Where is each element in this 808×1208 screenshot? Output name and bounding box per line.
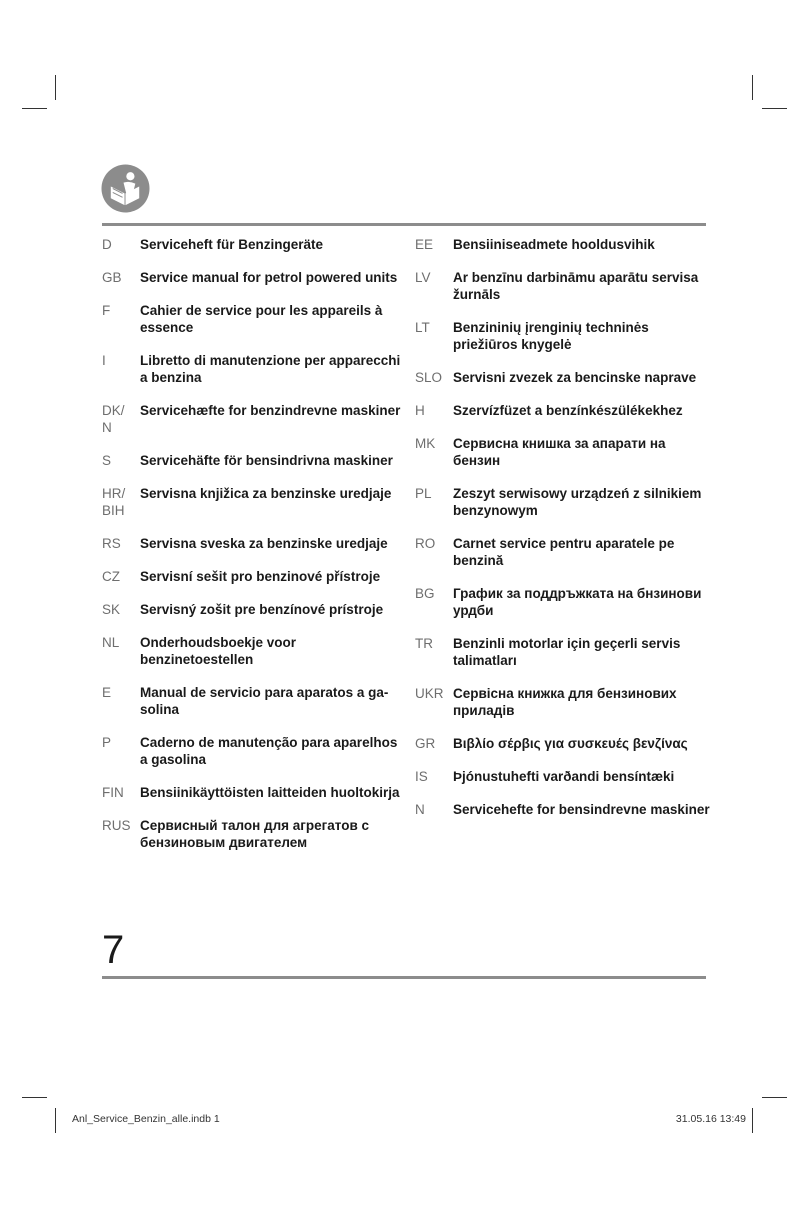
- language-code: I: [102, 353, 106, 368]
- language-entry: [415, 535, 715, 569]
- crop-mark: [22, 1097, 47, 1098]
- crop-mark: [762, 1097, 787, 1098]
- crop-mark: [55, 1108, 56, 1133]
- language-code: P: [102, 735, 112, 750]
- language-entry: [415, 236, 715, 253]
- language-code: H: [415, 403, 425, 418]
- language-code: DK/ N: [102, 403, 125, 435]
- manual-title: Benzinli motorlar için geçerli servis talimatları: [453, 636, 681, 668]
- right-language-list: [415, 236, 715, 834]
- language-code: E: [102, 685, 112, 700]
- language-code: EE: [415, 237, 434, 252]
- language-entry: [102, 634, 402, 668]
- manual-title: Сервисна книшка за апарати на бензин: [453, 436, 666, 468]
- language-code: SLO: [415, 370, 443, 385]
- left-language-list: [102, 236, 402, 867]
- language-code: NL: [102, 635, 120, 650]
- crop-mark: [752, 75, 753, 100]
- manual-title: Libretto di manutenzione per apparecchi a benzina: [140, 353, 401, 385]
- manual-title: Þjónustuhefti varðandi bensíntæki: [453, 769, 675, 784]
- manual-title: Servisni zvezek za bencinske naprave: [453, 370, 697, 385]
- manual-title: Benzininių įrenginių techninės priežiūros knygelė: [453, 320, 649, 352]
- language-code: D: [102, 237, 112, 252]
- language-entry: [102, 568, 402, 585]
- language-entry: [415, 269, 715, 303]
- language-entry: [415, 369, 715, 386]
- language-code: IS: [415, 769, 428, 784]
- language-code: F: [102, 303, 111, 318]
- manual-title: Servisný zošit pre benzínové prístroje: [140, 602, 384, 617]
- footer-rule: [102, 976, 706, 979]
- manual-title: Servisna knjižica za benzinske uredjaje: [140, 486, 392, 501]
- language-entry: [102, 236, 402, 253]
- manual-title: Zeszyt serwisowy urządzeń z silnikiem benzynowym: [453, 486, 702, 518]
- language-code: N: [415, 802, 425, 817]
- language-entry: [415, 485, 715, 519]
- page-number: 7: [102, 928, 125, 972]
- manual-title: Servicehäfte för bensindrivna maskiner: [140, 453, 393, 468]
- crop-mark: [22, 108, 47, 109]
- manual-title: Сервісна книжка для бензинових приладів: [453, 686, 677, 718]
- manual-title: Ar benzīnu darbināmu aparātu servisa žurnāls: [453, 270, 699, 302]
- language-entry: [102, 302, 402, 336]
- language-code: SK: [102, 602, 121, 617]
- language-entry: [415, 768, 715, 785]
- language-entry: [102, 734, 402, 768]
- manual-title: Servicehefte for bensindrevne maskiner: [453, 802, 710, 817]
- language-entry: [102, 352, 402, 386]
- language-entry: [415, 402, 715, 419]
- language-entry: [102, 452, 402, 469]
- language-code: FIN: [102, 785, 124, 800]
- manual-title: Carnet service pentru aparatele pe benzină: [453, 536, 675, 568]
- language-entry: [415, 801, 715, 818]
- language-entry: [102, 817, 402, 851]
- language-entry: [415, 635, 715, 669]
- language-code: GB: [102, 270, 122, 285]
- header-rule: [102, 223, 706, 226]
- date-slug: 31.05.16 13:49: [675, 1113, 746, 1125]
- language-code: UKR: [415, 686, 444, 701]
- manual-title: Serviceheft für Benzingeräte: [140, 237, 324, 252]
- language-entry: [415, 435, 715, 469]
- language-code: MK: [415, 436, 436, 451]
- read-manual-icon: [101, 164, 150, 213]
- language-code: PL: [415, 486, 432, 501]
- language-code: TR: [415, 636, 433, 651]
- language-code: LV: [415, 270, 431, 285]
- manual-title: Cahier de service pour les appareils à essence: [140, 303, 383, 335]
- language-entry: [415, 319, 715, 353]
- manual-title: График за поддръжката на бнзинови урдби: [453, 586, 702, 618]
- language-entry: [415, 735, 715, 752]
- language-entry: [102, 269, 402, 286]
- crop-mark: [762, 108, 787, 109]
- crop-mark: [752, 1108, 753, 1133]
- language-entry: [102, 684, 402, 718]
- language-entry: [415, 585, 715, 619]
- language-code: RS: [102, 536, 121, 551]
- language-code: HR/ BIH: [102, 486, 126, 518]
- manual-title: Service manual for petrol powered units: [140, 270, 398, 285]
- manual-title: Servisní sešit pro benzinové přístroje: [140, 569, 381, 584]
- language-code: LT: [415, 320, 430, 335]
- manual-title: Onderhoudsboekje voor benzinetoestellen: [140, 635, 297, 667]
- manual-title: Сервисный талон для агрегатов с бензиновым двигателем: [140, 818, 370, 850]
- language-entry: [102, 535, 402, 552]
- crop-mark: [55, 75, 56, 100]
- language-entry: [102, 601, 402, 618]
- manual-title: Bensiiniseadmete hooldusvihik: [453, 237, 655, 252]
- manual-title: Caderno de manutenção para aparelhos a gasolina: [140, 735, 398, 767]
- manual-title: Servisna sveska za benzinske uredjaje: [140, 536, 388, 551]
- manual-title: Szervízfüzet a benzínkészülékekhez: [453, 403, 683, 418]
- file-slug: Anl_Service_Benzin_alle.indb 1: [72, 1113, 220, 1125]
- language-code: BG: [415, 586, 435, 601]
- language-entry: [102, 485, 402, 519]
- language-code: S: [102, 453, 112, 468]
- manual-title: Manual de servicio para aparatos a ga-solina: [140, 685, 389, 717]
- manual-title: Servicehæfte for benzindrevne maskiner: [140, 403, 401, 418]
- language-entry: [415, 685, 715, 719]
- language-code: CZ: [102, 569, 120, 584]
- language-code: GR: [415, 736, 436, 751]
- language-code: RUS: [102, 818, 131, 833]
- language-entry: [102, 402, 402, 436]
- language-entry: [102, 784, 402, 801]
- language-code: RO: [415, 536, 436, 551]
- manual-title: Bensiinikäyttöisten laitteiden huoltokirja: [140, 785, 400, 800]
- manual-title: Βιβλίο σέρβις για συσκευές βενζίνας: [453, 736, 688, 751]
